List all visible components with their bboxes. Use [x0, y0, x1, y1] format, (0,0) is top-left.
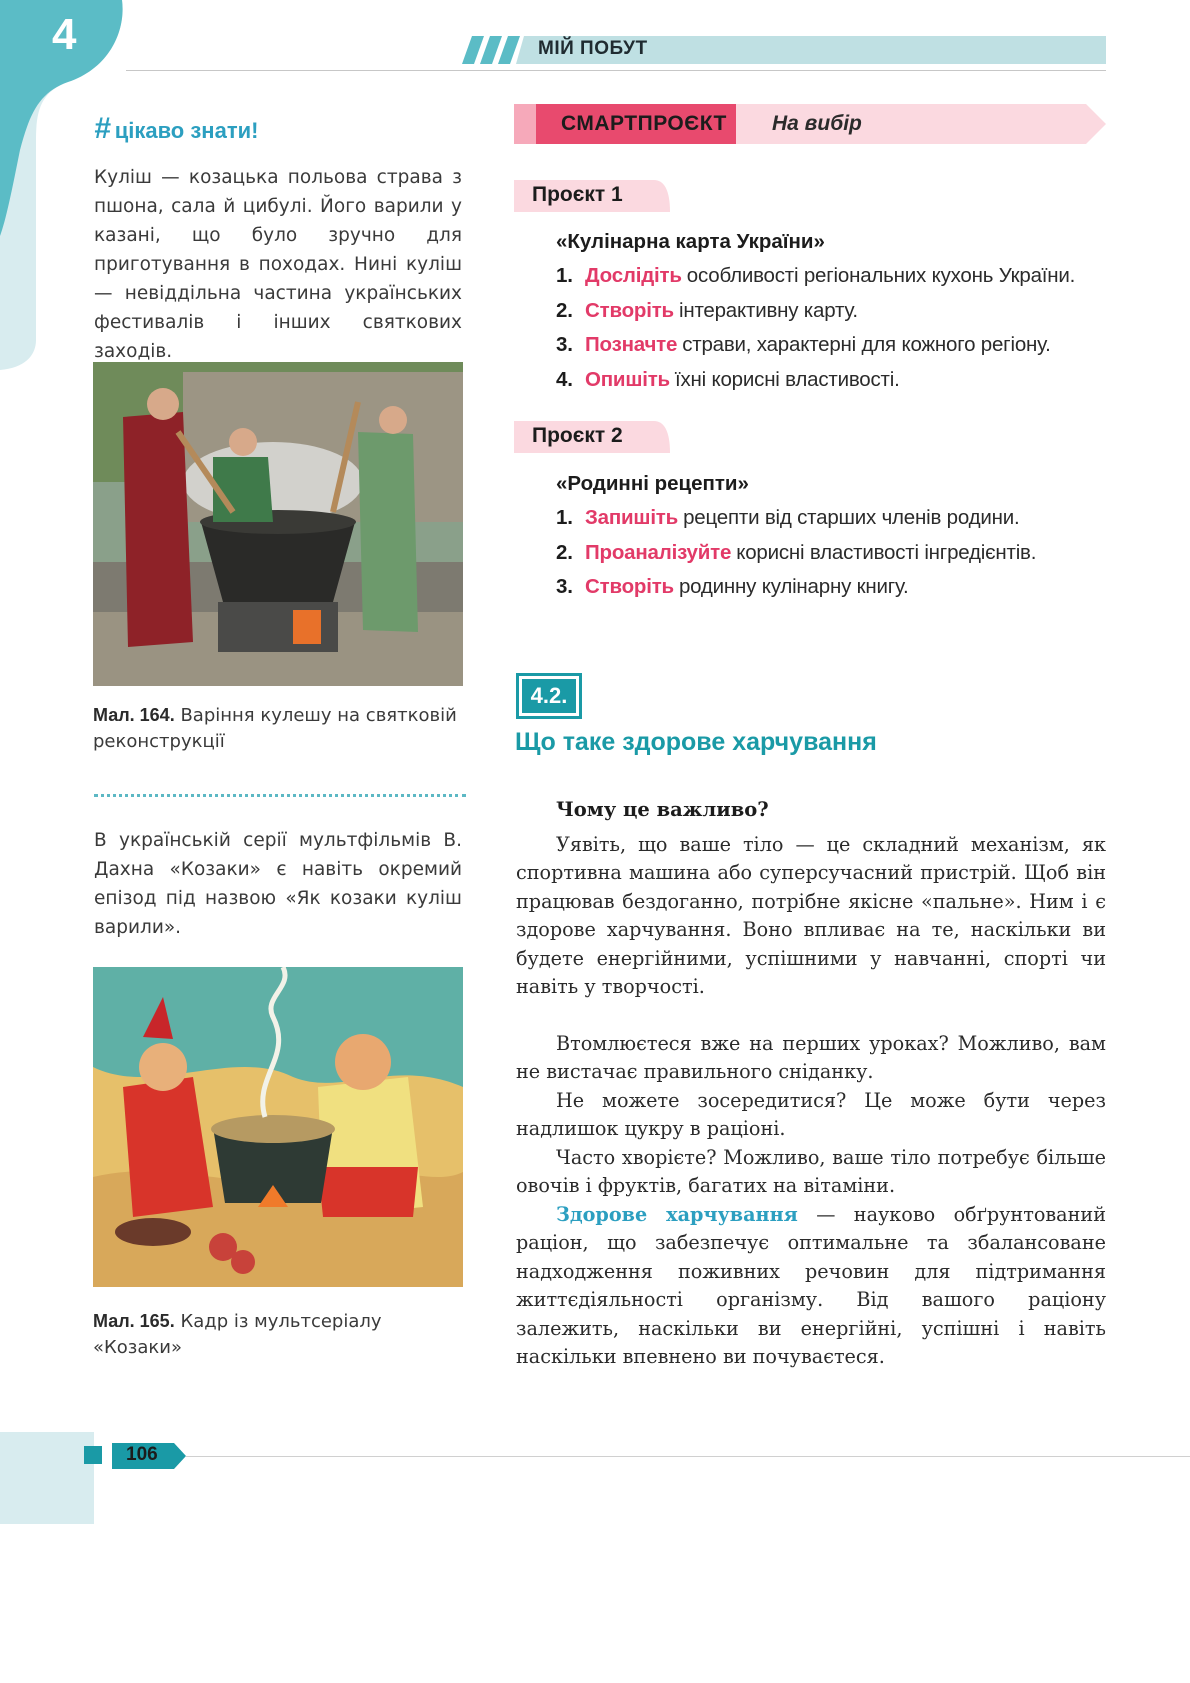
project-1-title: «Кулінарна карта України»: [556, 230, 825, 253]
paragraph-4: Часто хворієте? Можливо, ваше тіло потребує більше овочів і фруктів, багатих на вітаміни.: [516, 1146, 1106, 1198]
task-number: 3.: [556, 575, 573, 598]
chapter-number: 4: [52, 10, 77, 59]
task-verb: Дослідіть: [585, 264, 682, 287]
list-item: [556, 506, 1036, 541]
task-text: інтерактивну карту.: [678, 298, 858, 322]
figure-164-text: Варіння кулешу на святковій реконструкції: [93, 705, 457, 752]
task-text: родинну кулінарну книгу.: [678, 575, 909, 598]
smart-project-subtitle: На вибір: [772, 112, 862, 135]
task-text: їхні корисні властивості.: [674, 367, 900, 391]
list-item: [556, 264, 1075, 299]
section-number-box: [516, 673, 582, 719]
project-2-title: «Родинні рецепти»: [556, 472, 749, 495]
task-number: 1.: [556, 506, 573, 529]
project-2-tasks: [556, 506, 1036, 610]
figure-165-label: Мал. 165.: [93, 1311, 175, 1331]
hash-icon: #: [94, 112, 111, 145]
footer-block: [0, 1432, 94, 1524]
paragraph-1: Уявіть, що ваше тіло — це складний механізм, як спортивна машина або суперсучасний пристрій. Щоб він працював бездоганно, потрібне якісне «пальне». Ним і є здорове харчування. Воно впливає на те, наскільки ви будете енергійними, успішними у навчанні, спорті чи навіть у творчості.: [516, 833, 1106, 999]
task-text: особливості регіональних кухонь України.: [686, 264, 1076, 287]
healthy-eating-term: Здорове харчування: [556, 1203, 798, 1226]
footer-divider: [186, 1456, 1190, 1457]
project-1-label: Проєкт 1: [532, 183, 623, 206]
task-number: 1.: [556, 264, 573, 287]
figure-165-caption: [93, 1308, 465, 1361]
paragraph-definition: [516, 1201, 1106, 1371]
dotted-separator: [94, 794, 466, 797]
fact-heading-text: цікаво знати!: [114, 118, 259, 143]
figure-165-text: Кадр із мультсеріалу «Козаки»: [93, 1311, 382, 1358]
task-verb: Запишіть: [585, 506, 679, 529]
task-number: 3.: [556, 333, 573, 356]
task-verb: Позначте: [585, 333, 678, 356]
fact-text: Куліш — козацька польова страва з пшона, сала й цибулі. Його варили у казані, що було зручно для приготування в походах. Нині куліш — невіддільна частина українських фестивалів і інших святкових заходів.: [94, 167, 462, 362]
why-important-heading: Чому це важливо?: [556, 798, 769, 821]
list-item: [556, 541, 1036, 576]
task-number: 4.: [556, 367, 573, 391]
figure-164-label: Мал. 164.: [93, 705, 175, 725]
page-number: 106: [126, 1444, 158, 1465]
task-text: страви, характерні для кожного регіону.: [682, 333, 1051, 356]
task-verb: Створіть: [585, 575, 674, 598]
task-text: рецепти від старших членів родини.: [683, 506, 1020, 529]
list-item: [556, 299, 1075, 334]
list-item: [556, 575, 1036, 610]
paragraph-2: Втомлюєтеся вже на перших уроках? Можливо, вам не вистачає правильного сніданку.: [516, 1032, 1106, 1084]
header-title: МІЙ ПОБУТ: [538, 38, 648, 59]
header-stripes: [462, 36, 532, 64]
cartoon-text: В українській серії мультфільмів В. Дахна «Козаки» є навіть окремий епізод під назвою «Як козаки куліш варили».: [94, 830, 462, 938]
task-number: 2.: [556, 540, 573, 564]
smart-project-label: СМАРТПРОЄКТ: [561, 112, 727, 135]
task-verb: Проаналізуйте: [585, 540, 732, 564]
fact-heading: [94, 112, 258, 146]
project-2-label: Проєкт 2: [532, 424, 623, 447]
figure-164-caption: [93, 702, 465, 755]
task-verb: Створіть: [585, 298, 674, 322]
task-number: 2.: [556, 298, 573, 322]
list-item: [556, 368, 1075, 403]
paragraph-3: Не можете зосередитися? Це може бути через надлишок цукру в раціоні.: [516, 1089, 1106, 1141]
section-number: 4.2.: [522, 679, 576, 713]
header-divider: [126, 70, 1106, 71]
definition-text: — науково обґрунтований раціон, що забезпечує оптимальне та збалансоване надходження поживних речовин для підтримання життєдіяльності організму. Від вашого раціону залежить, наскільки ви енергійні, успішні і навіть наскільки впевнено ви почуваєтеся.: [516, 1203, 1106, 1369]
kulish-cooking-photo: [93, 362, 463, 686]
list-item: [556, 333, 1075, 368]
task-verb: Опишіть: [585, 367, 670, 391]
task-text: корисні властивості інгредієнтів.: [736, 540, 1037, 564]
cossacks-cartoon-frame: [93, 967, 463, 1287]
project-1-tasks: [556, 264, 1075, 402]
section-title: Що таке здорове харчування: [515, 728, 877, 756]
footer-square: [84, 1446, 102, 1464]
